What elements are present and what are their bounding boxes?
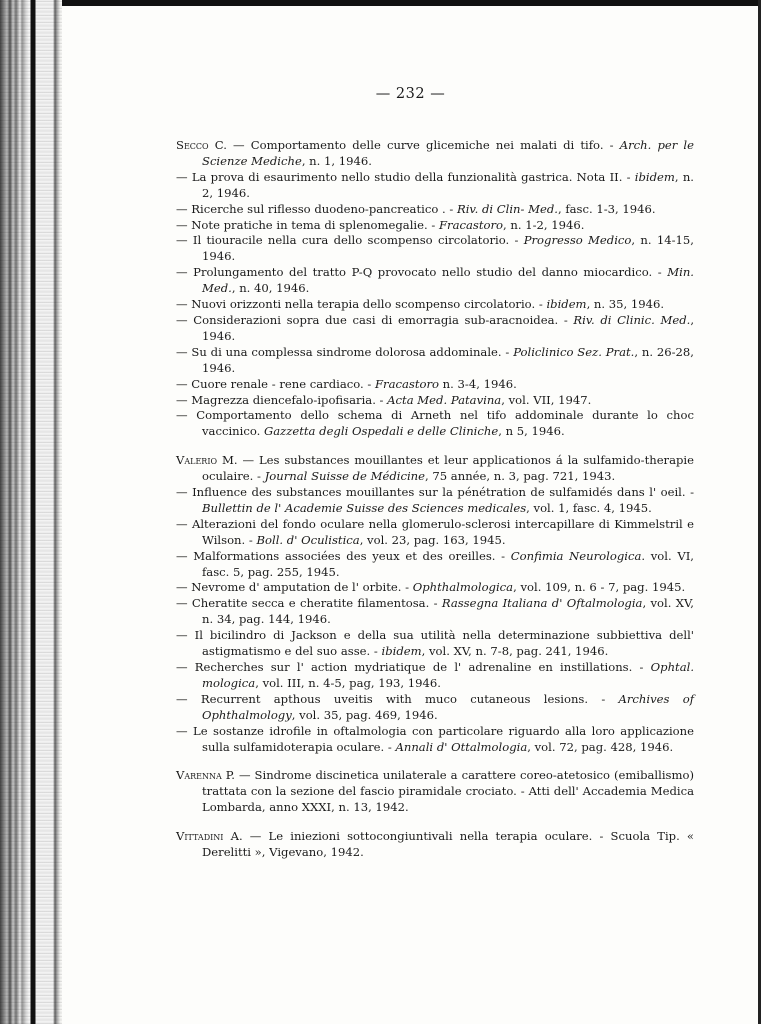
- entry-title: — Su di una complessa sindrome dolorosa addominale. -: [176, 344, 514, 359]
- author-name: Secco C.: [176, 138, 227, 152]
- citation-details: , vol. VII, 1947.: [501, 392, 592, 407]
- citation-details: , n. 14-15, 1946.: [202, 233, 694, 264]
- citation-details: , n. 35, 1946.: [586, 297, 665, 312]
- entry-title: — Ricerche sul riflesso duodeno-pancreatico . -: [176, 201, 457, 216]
- journal-name: Min. Med.: [202, 265, 694, 296]
- entry-title: — Influence des substances mouillantes sur la pénétration de sulfamidés dans l' oeil. -: [176, 485, 694, 500]
- bibliography-entry: [176, 485, 694, 517]
- entry-title: — Le iniezioni sottocongiuntivali nella terapia oculare. - Scuola Tip. « Derelitti », Vigevano, 1942.: [202, 829, 694, 860]
- journal-name: Progresso Medico: [523, 233, 632, 248]
- citation-details: , n. 1, 1946.: [301, 153, 372, 168]
- entry-title: — Prolungamento del tratto P-Q provocato nello studio del danno miocardico. -: [176, 265, 668, 280]
- entry-title: — Alterazioni del fondo oculare nella glomerulo-sclerosi intercapillare di Kimmelstril e Wilson. -: [176, 516, 694, 547]
- entry-title: — Magrezza diencefalo-ipofisaria. -: [176, 392, 388, 407]
- citation-details: , vol. 72, pag. 428, 1946.: [527, 739, 674, 754]
- entry-title: — Cuore renale - rene cardiaco. -: [176, 376, 375, 391]
- citation-details: , vol. 109, n. 6 - 7, pag. 1945.: [513, 580, 686, 595]
- bibliography-entry: [176, 453, 694, 485]
- bibliography-entry: [176, 138, 694, 170]
- journal-name: Ophtal. mologica: [202, 660, 694, 690]
- bibliography-entry: [176, 517, 694, 549]
- bibliography-entry: [176, 297, 694, 313]
- entry-title: — Nevrome d' amputation de l' orbite. -: [176, 580, 413, 595]
- bibliography-entry: [176, 549, 694, 581]
- citation-details: , vol. XV, n. 7-8, pag. 241, 1946.: [421, 644, 609, 659]
- author-name: Vittadini A.: [176, 829, 243, 844]
- entry-title: — Sindrome discinetica unilaterale a carattere coreo-atetosico (emiballismo) trattata con la sezione del fascio piramidale crociato. - Atti dell' Accademia Medica Lombarda, anno XXXI, n. 13, 1942.: [202, 768, 694, 815]
- journal-name: Policlinico Sez. Prat.: [513, 344, 635, 359]
- journal-name: ibidem: [546, 297, 587, 312]
- entry-title: — Malformations associées des yeux et des oreilles. -: [176, 548, 511, 563]
- bibliography-entry: [176, 313, 694, 345]
- citation-details: , n. 26-28, 1946.: [202, 344, 694, 375]
- author-block: [176, 768, 694, 816]
- author-block: [176, 829, 694, 861]
- bibliography-entry: [176, 218, 694, 234]
- journal-name: Riv. di Clin- Med.: [456, 201, 558, 216]
- journal-name: ibidem: [381, 644, 422, 659]
- bibliography-entry: [176, 660, 694, 692]
- citation-details: , vol. 1, fasc. 4, 1945.: [526, 500, 652, 515]
- journal-name: Acta Med. Patavina: [387, 392, 502, 407]
- journal-name: Fracastoro: [374, 376, 439, 391]
- citation-details: , n. 1-2, 1946.: [503, 217, 585, 232]
- entry-title: — Recherches sur l' action mydriatique de l' adrenaline en instillations. -: [176, 660, 651, 674]
- entry-title: — Cheratite secca e cheratite filamentosa. -: [176, 596, 442, 611]
- bibliography-list: [176, 138, 694, 861]
- bibliography-entry: [176, 628, 694, 660]
- journal-name: ibidem: [634, 169, 675, 184]
- journal-name: Archives of Ophthalmology: [202, 691, 694, 722]
- bibliography-entry: [176, 393, 694, 409]
- citation-details: , vol. XV, n. 34, pag. 144, 1946.: [202, 596, 694, 627]
- bibliography-entry: [176, 170, 694, 202]
- journal-name: Riv. di Clinic. Med.: [573, 312, 691, 327]
- entry-title: — Il bicilindro di Jackson e della sua utilità nella determinazione subbiettiva dell' astigmatismo e del suo asse. -: [176, 628, 694, 659]
- citation-details: , vol. 23, pag. 163, 1945.: [359, 532, 506, 547]
- citation-details: , vol. 35, pag. 469, 1946.: [291, 707, 438, 722]
- journal-name: Boll. d' Oculistica: [256, 532, 360, 547]
- journal-name: Arch. per le Scienze Mediche: [202, 138, 695, 168]
- entry-title: — La prova di esaurimento nello studio della funzionalità gastrica. Nota II. -: [176, 169, 635, 184]
- journal-name: Rassegna Italiana d' Oftalmologia: [441, 596, 643, 611]
- bibliography-entry: [176, 829, 694, 861]
- entry-title: — Recurrent apthous uveitis with muco cutaneous lesions. -: [176, 691, 619, 706]
- bibliography-entry: [176, 377, 694, 393]
- bibliography-entry: [176, 768, 694, 816]
- bibliography-entry: [176, 233, 694, 265]
- entry-title: — Note pratiche in tema di splenomegalie. -: [176, 217, 439, 232]
- entry-title: — Considerazioni sopra due casi di emorragia sub-aracnoidea. -: [176, 312, 574, 327]
- bibliography-entry: [176, 345, 694, 377]
- citation-details: , 75 année, n. 3, pag. 721, 1943.: [425, 469, 616, 484]
- author-block: [176, 138, 694, 440]
- entry-title: — Comportamento delle curve glicemiche nei malati di tifo. -: [233, 138, 620, 152]
- bibliography-entry: [176, 692, 694, 724]
- bibliography-entry: [176, 202, 694, 218]
- bibliography-entry: [176, 580, 694, 596]
- scan-top-edge: [0, 0, 761, 6]
- author-block: [176, 453, 694, 755]
- journal-name: Bullettin de l' Academie Suisse des Sciences medicales: [202, 500, 527, 515]
- journal-name: Confimia Neurologica: [510, 548, 642, 563]
- bibliography-entry: [176, 408, 694, 440]
- entry-title: — Les substances mouillantes et leur applicationos á la sulfamido-therapie oculaire. -: [202, 453, 695, 484]
- citation-details: , 1946.: [202, 312, 694, 343]
- entry-title: — Nuovi orizzonti nella terapia dello scompenso circolatorio. -: [176, 297, 547, 312]
- journal-name: Ophthalmologica: [412, 580, 514, 595]
- bibliography-entry: [176, 265, 694, 297]
- citation-details: , n 5, 1946.: [498, 424, 565, 439]
- entry-title: — Il tiouracile nella cura dello scompenso circolatorio. -: [176, 233, 524, 248]
- citation-details: . vol. VI, fasc. 5, pag. 255, 1945.: [202, 548, 694, 579]
- citation-details: , n. 40, 1946.: [231, 281, 310, 296]
- binding-noise: [0, 0, 62, 1024]
- journal-name: Fracastoro: [438, 217, 503, 232]
- entry-title: — Le sostanze idrofile in oftalmologia con particolare riguardo alla loro applicazione sulla sulfamidoterapia oculare. -: [176, 723, 694, 754]
- journal-name: Annali d' Ottalmologia: [395, 739, 528, 754]
- citation-details: , fasc. 1-3, 1946.: [557, 201, 656, 216]
- bibliography-entry: [176, 596, 694, 628]
- page-number: — 232 —: [375, 86, 446, 102]
- journal-name: Journal Suisse de Médicine: [264, 469, 425, 484]
- author-name: Varenna P.: [176, 768, 235, 783]
- citation-details: , vol. III, n. 4-5, pag, 193, 1946.: [255, 675, 441, 690]
- journal-name: Gazzetta degli Ospedali e delle Cliniche: [263, 424, 499, 439]
- entry-title: — Comportamento dello schema di Arneth nel tifo addominale durante lo choc vaccinico.: [176, 408, 694, 439]
- citation-details: , n. 2, 1946.: [202, 169, 694, 200]
- citation-details: n. 3-4, 1946.: [439, 376, 517, 391]
- author-name: Valerio M.: [176, 453, 238, 468]
- bibliography-entry: [176, 724, 694, 756]
